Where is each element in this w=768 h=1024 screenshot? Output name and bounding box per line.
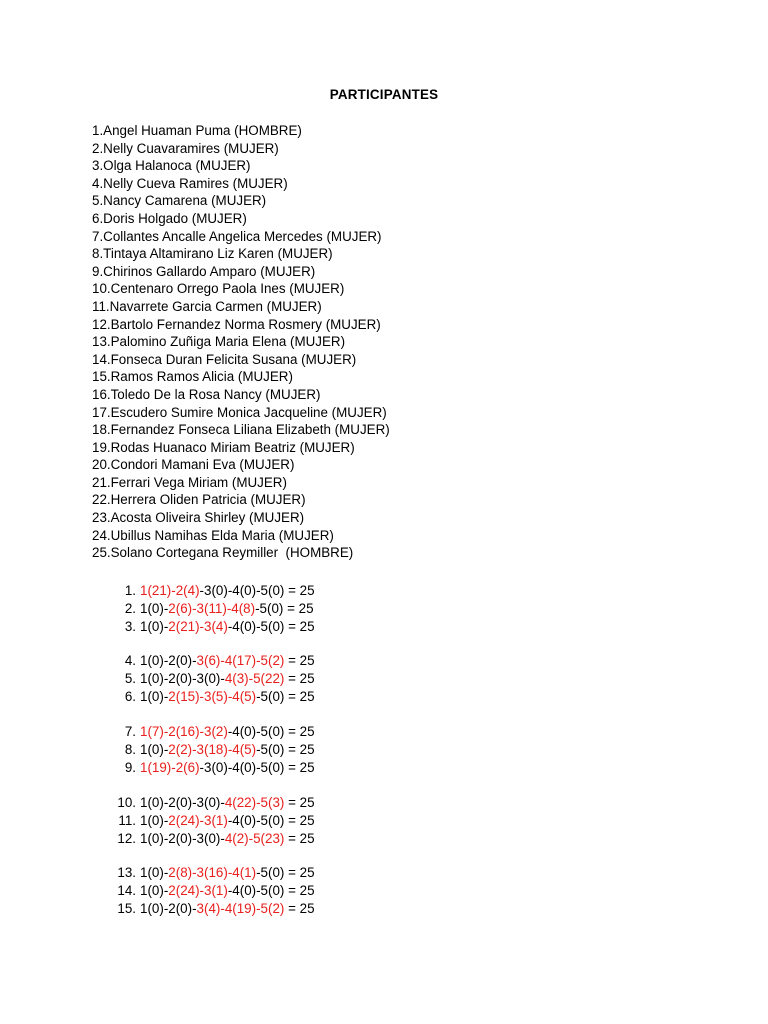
participant-item: 5.Nancy Camarena (MUJER) [92,193,267,209]
participant-item: 18.Fernandez Fonseca Liliana Elizabeth (MUJER) [92,422,390,438]
highlighted-segment: 4(22)-5(3) [224,795,285,810]
plain-segment: -4(0)-5(0) = 25 [227,812,315,828]
combination-number: 8. [124,741,136,757]
participant-item: 13.Palomino Zuñiga Maria Elena (MUJER) [92,334,346,350]
plain-segment: 1(0)- [140,812,169,828]
combination-number: 13. [117,865,136,880]
participant-item: 22.Herrera Oliden Patricia (MUJER) [92,492,306,508]
participant-item: 16.Toledo De la Rosa Nancy (MUJER) [92,386,321,402]
plain-segment: = 25 [284,795,315,810]
combination-item [0,583,768,601]
participant-item: 8.Tintaya Altamirano Liz Karen (MUJER) [92,246,333,262]
participant-item: 15.Ramos Ramos Alicia (MUJER) [92,369,293,385]
plain-segment: = 25 [284,830,315,846]
combination-item [0,619,768,637]
plain-segment: = 25 [284,900,315,916]
combination-item [0,760,768,778]
plain-segment: 1(0)- [140,741,169,757]
participant-item: 24.Ubillus Namihas Elda Maria (MUJER) [92,527,334,543]
page-title: PARTICIPANTES [329,87,439,102]
participant-item: 19.Rodas Huanaco Miriam Beatriz (MUJER) [92,439,355,455]
combination-number: 5. [124,670,136,686]
combination-item [0,653,768,671]
combination-expression [140,742,315,757]
plain-segment: 1(0)- [140,688,169,704]
combination-expression [140,583,315,598]
combination-expression [140,901,315,916]
combination-item [0,883,768,901]
combination-expression [140,760,315,775]
highlighted-segment: 2(24)-3(1) [168,882,228,898]
plain-segment: -3(0)-4(0)-5(0) = 25 [199,583,315,598]
combination-item [0,901,768,919]
combination-number: 2. [124,600,136,616]
combination-expression [140,653,315,668]
highlighted-segment: 3(6)-4(17)-5(2) [196,653,285,668]
highlighted-segment: 2(15)-3(5)-4(5) [168,688,257,704]
combination-number: 10. [117,795,136,810]
plain-segment: 1(0)- [140,600,169,616]
participant-item: 6.Doris Holgado (MUJER) [92,210,247,226]
highlighted-segment: 1(7)-2(16)-3(2) [140,724,228,739]
combination-item [0,831,768,849]
plain-segment: 1(0)-2(0)-3(0)- [140,670,225,686]
combination-number: 11. [118,812,136,828]
combination-item [0,865,768,883]
combination-number: 4. [124,653,136,668]
plain-segment: 1(0)-2(0)- [140,900,197,916]
highlighted-segment: 2(24)-3(1) [168,812,228,828]
highlighted-segment: 1(21)-2(4) [140,583,200,598]
highlighted-segment: 4(3)-5(22) [224,670,285,686]
participant-item: 21.Ferrari Vega Miriam (MUJER) [92,474,287,490]
participant-item: 14.Fonseca Duran Felicita Susana (MUJER) [92,351,357,367]
highlighted-segment: 2(2)-3(18)-4(5) [168,741,257,757]
plain-segment: -5(0) = 25 [256,865,315,880]
combination-item [0,601,768,619]
combination-number: 6. [124,688,136,704]
combination-expression [140,601,314,616]
combination-expression [140,619,315,634]
plain-segment: 1(0)-2(0)-3(0)- [140,795,225,810]
combination-expression [140,883,315,898]
highlighted-segment: 4(2)-5(23) [224,830,285,846]
combination-item [0,689,768,707]
combination-expression [140,813,315,828]
participant-item: 25.Solano Cortegana Reymiller (HOMBRE) [92,545,354,561]
participant-item: 23.Acosta Oliveira Shirley (MUJER) [92,510,305,526]
highlighted-segment: 2(8)-3(16)-4(1) [168,865,257,880]
participant-item: 7.Collantes Ancalle Angelica Mercedes (MUJER) [92,228,382,244]
plain-segment: -5(0) = 25 [256,741,315,757]
participant-item: 3.Olga Halanoca (MUJER) [92,158,251,174]
plain-segment: 1(0)-2(0)-3(0)- [140,830,225,846]
combination-expression [140,831,315,846]
participants-list [92,122,390,562]
highlighted-segment: 1(19)-2(6) [140,759,200,775]
combination-item [0,742,768,760]
highlighted-segment: 3(4)-4(19)-5(2) [196,900,285,916]
plain-segment: -5(0) = 25 [256,688,315,704]
highlighted-segment: 2(6)-3(11)-4(8) [168,600,256,616]
highlighted-segment: 2(21)-3(4) [168,618,228,634]
plain-segment: -4(0)-5(0) = 25 [227,618,315,634]
plain-segment: = 25 [284,653,315,668]
combination-item [0,795,768,813]
plain-segment: -4(0)-5(0) = 25 [227,882,315,898]
combination-item [0,671,768,689]
combination-number: 3. [124,618,136,634]
plain-segment: = 25 [284,670,315,686]
participant-item: 20.Condori Mamani Eva (MUJER) [92,457,295,473]
plain-segment: 1(0)-2(0)- [140,653,197,668]
combination-expression [140,795,315,810]
plain-segment: -3(0)-4(0)-5(0) = 25 [199,759,315,775]
combination-item [0,813,768,831]
participant-item: 12.Bartolo Fernandez Norma Rosmery (MUJER) [92,316,381,332]
combination-number: 15. [117,900,136,916]
combination-number: 14. [117,882,136,898]
combination-number: 7. [124,724,136,739]
participant-item: 10.Centenaro Orrego Paola Ines (MUJER) [92,281,345,297]
combination-number: 9. [124,759,136,775]
combination-item [0,724,768,742]
plain-segment: 1(0)- [140,882,169,898]
combination-number: 1. [124,583,136,598]
participant-item: 17.Escudero Sumire Monica Jacqueline (MUJER) [92,404,387,420]
plain-segment: -5(0) = 25 [255,600,314,616]
participant-item: 9.Chirinos Gallardo Amparo (MUJER) [92,263,316,279]
combination-expression [140,865,315,880]
participant-item: 11.Navarrete Garcia Carmen (MUJER) [92,298,322,314]
participant-item: 2.Nelly Cuavaramires (MUJER) [92,140,279,156]
combination-number: 12. [117,830,136,846]
plain-segment: 1(0)- [140,865,169,880]
participant-item: 4.Nelly Cueva Ramires (MUJER) [92,175,288,191]
participant-item: 1.Angel Huaman Puma (HOMBRE) [92,123,302,138]
combination-expression [140,689,315,704]
combination-expression [140,671,315,686]
plain-segment: 1(0)- [140,618,169,634]
combination-expression [140,724,315,739]
plain-segment: -4(0)-5(0) = 25 [227,724,315,739]
